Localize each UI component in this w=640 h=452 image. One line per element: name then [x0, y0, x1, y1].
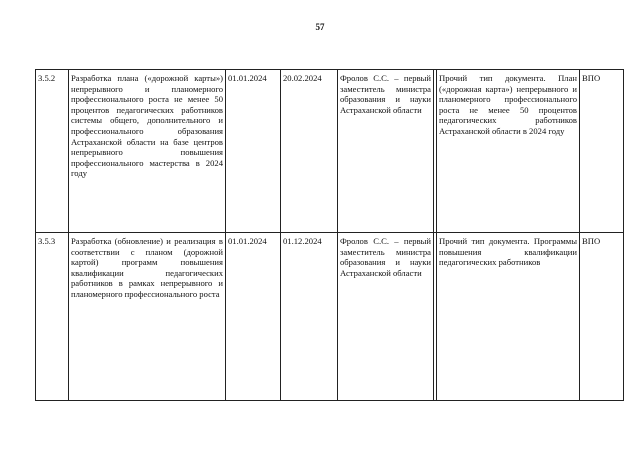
page-number: 57 — [315, 22, 325, 32]
item-description-cell: Разработка (обновление) и реализация в соответствии с планом (дорожной картой) программ повышения квалификации педагогических работников в рамках непрерывного и планомерного профессионального роста — [69, 233, 226, 401]
table-row — [36, 233, 624, 401]
responsible-person-cell: Фролов С.С. – первый заместитель министра образования и науки Астраханской области — [338, 70, 434, 233]
end-date-cell: 01.12.2024 — [281, 233, 338, 401]
table-row — [36, 70, 624, 233]
item-number-cell: 3.5.3 — [36, 233, 69, 401]
item-number-cell: 3.5.2 — [36, 70, 69, 233]
result-document-cell: Прочий тип документа. Программы повышения квалификации педагогических работников — [437, 233, 580, 401]
start-date-cell: 01.01.2024 — [226, 233, 281, 401]
type-code-cell: ВПО — [580, 70, 624, 233]
type-code-cell: ВПО — [580, 233, 624, 401]
activity-table — [35, 69, 624, 401]
result-document-cell: Прочий тип документа. План («дорожная карта») непрерывного и планомерного профессионального роста не менее 50 процентов педагогических работников Астраханской области в 2024 году — [437, 70, 580, 233]
item-description-cell: Разработка плана («дорожной карты») непрерывного и планомерного профессионального роста не менее 50 процентов педагогических работников системы общего, дополнительного и профессионального образования Астраханской области на базе центров непрерывного повышения профессионального мастерства в 2024 году — [69, 70, 226, 233]
end-date-cell: 20.02.2024 — [281, 70, 338, 233]
start-date-cell: 01.01.2024 — [226, 70, 281, 233]
responsible-person-cell: Фролов С.С. – первый заместитель министра образования и науки Астраханской области — [338, 233, 434, 401]
